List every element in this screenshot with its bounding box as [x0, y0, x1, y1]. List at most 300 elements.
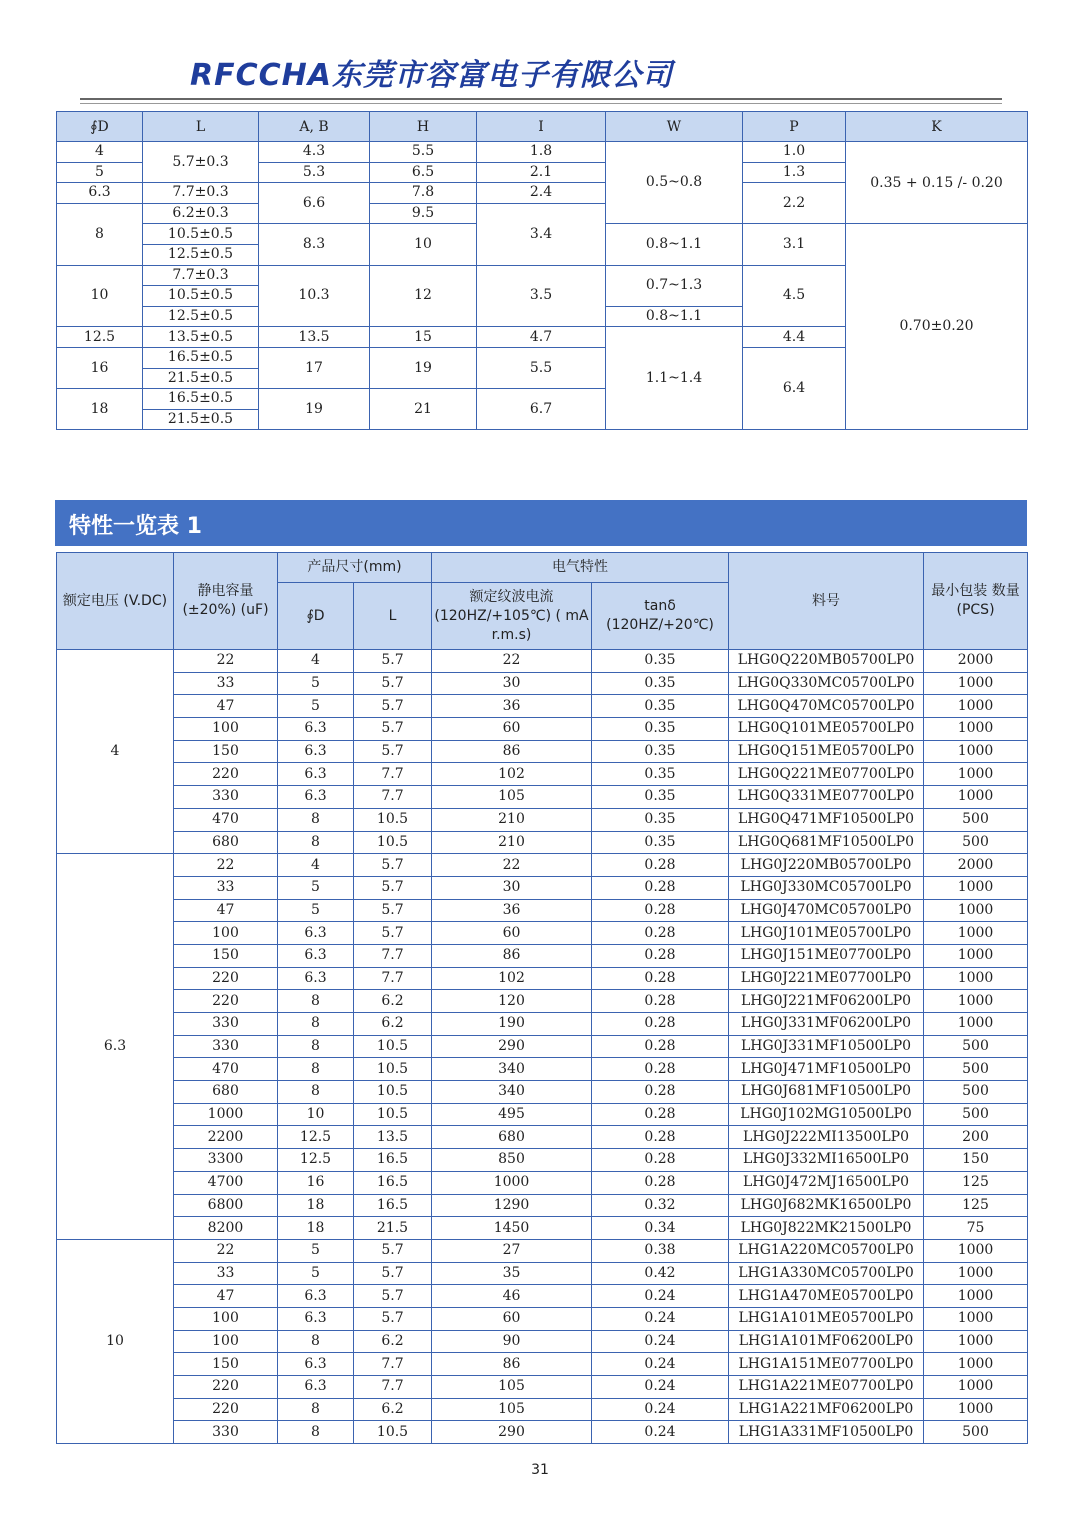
cell-h: 10 — [370, 224, 477, 265]
cell-ripple: 190 — [432, 1013, 592, 1036]
table-row — [57, 876, 1028, 899]
cell-l: 21.5±0.5 — [143, 368, 259, 389]
cell-l: 16.5±0.5 — [143, 347, 259, 368]
col-header-part: 料号 — [729, 553, 924, 650]
cell-tan: 0.24 — [592, 1398, 729, 1421]
cell-l: 21.5±0.5 — [143, 409, 259, 430]
cell-tan: 0.28 — [592, 1126, 729, 1149]
cell-capacitance: 33 — [174, 672, 278, 695]
cell-capacitance: 680 — [174, 831, 278, 854]
cell-tan: 0.35 — [592, 695, 729, 718]
cell-part-number: LHG0J331MF06200LP0 — [729, 1013, 924, 1036]
section-title: 特性一览表 1 — [69, 514, 202, 539]
cell-ripple: 36 — [432, 899, 592, 922]
cell-diameter: 18 — [278, 1217, 354, 1240]
col-header-length: L — [354, 583, 432, 650]
cell-pack-qty: 500 — [924, 831, 1028, 854]
cell-length: 10.5 — [354, 1035, 432, 1058]
cell-ripple: 36 — [432, 695, 592, 718]
cell-diameter: 5 — [278, 899, 354, 922]
cell-length: 16.5 — [354, 1149, 432, 1172]
cell-ripple: 1000 — [432, 1171, 592, 1194]
cell-l: 12.5±0.5 — [143, 306, 259, 327]
cell-diameter: 6.3 — [278, 740, 354, 763]
col-header-h: H — [370, 112, 477, 142]
page-number: 31 — [531, 1462, 549, 1478]
cell-part-number: LHG1A221MF06200LP0 — [729, 1398, 924, 1421]
cell-tan: 0.28 — [592, 1171, 729, 1194]
cell-voltage: 4 — [57, 650, 174, 854]
cell-capacitance: 150 — [174, 1353, 278, 1376]
cell-pack-qty: 500 — [924, 1058, 1028, 1081]
cell-length: 7.7 — [354, 786, 432, 809]
cell-capacitance: 1000 — [174, 1103, 278, 1126]
cell-part-number: LHG1A101MF06200LP0 — [729, 1330, 924, 1353]
cell-l: 10.5±0.5 — [143, 224, 259, 245]
cell-diameter: 8 — [278, 1081, 354, 1104]
cell-voltage: 6.3 — [57, 854, 174, 1240]
cell-ripple: 60 — [432, 718, 592, 741]
header-rule-thin — [80, 103, 1002, 104]
cell-i: 3.5 — [477, 265, 606, 327]
cell-part-number: LHG0J102MG10500LP0 — [729, 1103, 924, 1126]
cell-ab: 19 — [259, 389, 370, 430]
cell-diameter: 6.3 — [278, 1285, 354, 1308]
cell-pack-qty: 1000 — [924, 1013, 1028, 1036]
col-header-diameter: ∮D — [278, 583, 354, 650]
cell-i: 3.4 — [477, 203, 606, 265]
cell-length: 5.7 — [354, 1307, 432, 1330]
col-header-p: P — [743, 112, 846, 142]
cell-part-number: LHG1A221ME07700LP0 — [729, 1376, 924, 1399]
table-row — [57, 1217, 1028, 1240]
cell-tan: 0.35 — [592, 831, 729, 854]
cell-part-number: LHG0Q681MF10500LP0 — [729, 831, 924, 854]
cell-length: 10.5 — [354, 1421, 432, 1444]
cell-capacitance: 22 — [174, 650, 278, 673]
cell-part-number: LHG0J822MK21500LP0 — [729, 1217, 924, 1240]
table-row — [57, 1103, 1028, 1126]
cell-length: 6.2 — [354, 990, 432, 1013]
cell-ripple: 30 — [432, 672, 592, 695]
cell-length: 6.2 — [354, 1330, 432, 1353]
cell-pack-qty: 500 — [924, 1103, 1028, 1126]
cell-h: 7.8 — [370, 183, 477, 204]
cell-h: 5.5 — [370, 142, 477, 163]
cell-capacitance: 220 — [174, 1376, 278, 1399]
cell-length: 5.7 — [354, 1285, 432, 1308]
cell-ab: 6.6 — [259, 183, 370, 224]
cell-pack-qty: 500 — [924, 808, 1028, 831]
cell-part-number: LHG0J331MF10500LP0 — [729, 1035, 924, 1058]
cell-tan: 0.35 — [592, 740, 729, 763]
cell-pack-qty: 1000 — [924, 899, 1028, 922]
cell-p: 4.5 — [743, 265, 846, 327]
cell-capacitance: 220 — [174, 1398, 278, 1421]
cell-diameter: 6.3 — [278, 944, 354, 967]
cell-ripple: 35 — [432, 1262, 592, 1285]
cell-tan: 0.28 — [592, 1103, 729, 1126]
cell-tan: 0.28 — [592, 899, 729, 922]
cell-tan: 0.35 — [592, 650, 729, 673]
cell-capacitance: 330 — [174, 1035, 278, 1058]
cell-h: 9.5 — [370, 203, 477, 224]
cell-capacitance: 220 — [174, 967, 278, 990]
cell-length: 6.2 — [354, 1398, 432, 1421]
cell-capacitance: 220 — [174, 990, 278, 1013]
cell-ab: 17 — [259, 347, 370, 388]
table-header-row — [57, 112, 1028, 142]
cell-diameter: 12.5 — [278, 1149, 354, 1172]
cell-k: 0.70±0.20 — [846, 224, 1028, 430]
cell-capacitance: 47 — [174, 695, 278, 718]
cell-ripple: 210 — [432, 808, 592, 831]
table-row — [57, 831, 1028, 854]
table-row — [57, 786, 1028, 809]
cell-capacitance: 100 — [174, 1330, 278, 1353]
table-row — [57, 718, 1028, 741]
cell-tan: 0.24 — [592, 1353, 729, 1376]
cell-ab: 5.3 — [259, 162, 370, 183]
cell-capacitance: 3300 — [174, 1149, 278, 1172]
cell-length: 13.5 — [354, 1126, 432, 1149]
cell-ripple: 90 — [432, 1330, 592, 1353]
cell-ripple: 86 — [432, 1353, 592, 1376]
cell-diameter: 6.3 — [278, 1307, 354, 1330]
header-rule — [80, 98, 1002, 100]
cell-diameter: 8 — [278, 1398, 354, 1421]
cell-ab: 10.3 — [259, 265, 370, 327]
cell-l: 6.2±0.3 — [143, 203, 259, 224]
cell-capacitance: 150 — [174, 944, 278, 967]
cell-capacitance: 330 — [174, 786, 278, 809]
col-header-i: I — [477, 112, 606, 142]
cell-part-number: LHG0Q471MF10500LP0 — [729, 808, 924, 831]
cell-i: 4.7 — [477, 327, 606, 348]
cell-w: 0.8~1.1 — [606, 306, 743, 327]
cell-w: 1.1~1.4 — [606, 327, 743, 430]
cell-l: 12.5±0.5 — [143, 244, 259, 265]
cell-ripple: 105 — [432, 1398, 592, 1421]
cell-pack-qty: 500 — [924, 1035, 1028, 1058]
cell-pack-qty: 1000 — [924, 695, 1028, 718]
cell-pack-qty: 75 — [924, 1217, 1028, 1240]
cell-pack-qty: 1000 — [924, 1307, 1028, 1330]
table-row — [57, 142, 1028, 163]
table-row — [57, 695, 1028, 718]
cell-ripple: 850 — [432, 1149, 592, 1172]
cell-diameter: 6.3 — [278, 718, 354, 741]
cell-tan: 0.35 — [592, 718, 729, 741]
cell-diameter: 10 — [278, 1103, 354, 1126]
cell-l: 7.7±0.3 — [143, 265, 259, 286]
table-row — [57, 1398, 1028, 1421]
cell-part-number: LHG1A101ME05700LP0 — [729, 1307, 924, 1330]
cell-capacitance: 100 — [174, 1307, 278, 1330]
cell-tan: 0.28 — [592, 854, 729, 877]
cell-pack-qty: 1000 — [924, 786, 1028, 809]
cell-diameter: 5 — [278, 1239, 354, 1262]
cell-ab: 8.3 — [259, 224, 370, 265]
cell-diameter: 8 — [278, 990, 354, 1013]
cell-ripple: 60 — [432, 1307, 592, 1330]
cell-diameter: 6.3 — [278, 786, 354, 809]
cell-pack-qty: 1000 — [924, 876, 1028, 899]
brand-title: RFCCHA东莞市容富电子有限公司 — [190, 58, 673, 93]
cell-part-number: LHG0Q101ME05700LP0 — [729, 718, 924, 741]
cell-ripple: 102 — [432, 763, 592, 786]
cell-part-number: LHG0Q330MC05700LP0 — [729, 672, 924, 695]
cell-w: 0.5~0.8 — [606, 142, 743, 224]
cell-part-number: LHG0J151ME07700LP0 — [729, 944, 924, 967]
table-row — [57, 808, 1028, 831]
cell-tan: 0.32 — [592, 1194, 729, 1217]
cell-length: 7.7 — [354, 1353, 432, 1376]
cell-part-number: LHG0J471MF10500LP0 — [729, 1058, 924, 1081]
cell-length: 5.7 — [354, 922, 432, 945]
cell-pack-qty: 1000 — [924, 944, 1028, 967]
table-row — [57, 1239, 1028, 1262]
cell-ripple: 102 — [432, 967, 592, 990]
cell-length: 7.7 — [354, 1376, 432, 1399]
cell-diameter: 18 — [278, 1194, 354, 1217]
cell-part-number: LHG0Q331ME07700LP0 — [729, 786, 924, 809]
cell-capacitance: 6800 — [174, 1194, 278, 1217]
cell-w: 0.8~1.1 — [606, 224, 743, 265]
table-row — [57, 967, 1028, 990]
cell-part-number: LHG0Q151ME05700LP0 — [729, 740, 924, 763]
cell-length: 5.7 — [354, 876, 432, 899]
col-header-ripple: 额定纹波电流 (120HZ/+105℃) ( mA r.m.s) — [432, 583, 592, 650]
table-row — [57, 650, 1028, 673]
cell-ripple: 290 — [432, 1035, 592, 1058]
col-header-voltage: 额定电压 (V.DC) — [57, 553, 174, 650]
cell-part-number: LHG0Q221ME07700LP0 — [729, 763, 924, 786]
cell-ab: 4.3 — [259, 142, 370, 163]
cell-length: 10.5 — [354, 1058, 432, 1081]
cell-pack-qty: 125 — [924, 1171, 1028, 1194]
cell-ripple: 60 — [432, 922, 592, 945]
cell-diameter: 8 — [278, 1035, 354, 1058]
cell-d: 4 — [57, 142, 143, 163]
section-header-bar — [55, 500, 1027, 546]
cell-diameter: 6.3 — [278, 1376, 354, 1399]
cell-p: 1.3 — [743, 162, 846, 183]
cell-length: 7.7 — [354, 944, 432, 967]
col-header-tan: tanδ (120HZ/+20℃) — [592, 583, 729, 650]
cell-tan: 0.28 — [592, 1058, 729, 1081]
cell-part-number: LHG0J220MB05700LP0 — [729, 854, 924, 877]
cell-capacitance: 330 — [174, 1013, 278, 1036]
cell-capacitance: 100 — [174, 718, 278, 741]
cell-tan: 0.28 — [592, 1081, 729, 1104]
cell-pack-qty: 1000 — [924, 763, 1028, 786]
characteristics-table-body — [57, 650, 1028, 1444]
cell-capacitance: 100 — [174, 922, 278, 945]
cell-diameter: 5 — [278, 672, 354, 695]
col-header-ab: A, B — [259, 112, 370, 142]
cell-capacitance: 33 — [174, 1262, 278, 1285]
cell-ripple: 46 — [432, 1285, 592, 1308]
cell-p: 6.4 — [743, 347, 846, 429]
cell-ripple: 86 — [432, 740, 592, 763]
cell-pack-qty: 125 — [924, 1194, 1028, 1217]
cell-pack-qty: 500 — [924, 1081, 1028, 1104]
cell-ripple: 210 — [432, 831, 592, 854]
cell-diameter: 6.3 — [278, 763, 354, 786]
cell-pack-qty: 1000 — [924, 1239, 1028, 1262]
cell-tan: 0.24 — [592, 1307, 729, 1330]
cell-part-number: LHG1A331MF10500LP0 — [729, 1421, 924, 1444]
table-row — [57, 1013, 1028, 1036]
cell-i: 2.4 — [477, 183, 606, 204]
cell-ripple: 105 — [432, 1376, 592, 1399]
dimension-table — [56, 111, 1028, 430]
cell-pack-qty: 1000 — [924, 1376, 1028, 1399]
cell-pack-qty: 2000 — [924, 650, 1028, 673]
cell-capacitance: 47 — [174, 899, 278, 922]
col-header-l: L — [143, 112, 259, 142]
table-row — [57, 1126, 1028, 1149]
cell-d: 6.3 — [57, 183, 143, 204]
cell-diameter: 8 — [278, 1013, 354, 1036]
col-header-d: ∮D — [57, 112, 143, 142]
cell-l: 7.7±0.3 — [143, 183, 259, 204]
cell-part-number: LHG0J221MF06200LP0 — [729, 990, 924, 1013]
cell-d: 18 — [57, 389, 143, 430]
cell-capacitance: 220 — [174, 763, 278, 786]
cell-h: 19 — [370, 347, 477, 388]
cell-tan: 0.24 — [592, 1376, 729, 1399]
table-row — [57, 854, 1028, 877]
cell-length: 10.5 — [354, 831, 432, 854]
cell-d: 16 — [57, 347, 143, 388]
table-row — [57, 1307, 1028, 1330]
cell-pack-qty: 1000 — [924, 1262, 1028, 1285]
cell-pack-qty: 150 — [924, 1149, 1028, 1172]
cell-p: 3.1 — [743, 224, 846, 265]
cell-length: 5.7 — [354, 740, 432, 763]
table-row — [57, 672, 1028, 695]
table-row — [57, 1081, 1028, 1104]
cell-diameter: 5 — [278, 1262, 354, 1285]
cell-pack-qty: 1000 — [924, 740, 1028, 763]
cell-pack-qty: 1000 — [924, 922, 1028, 945]
cell-ripple: 105 — [432, 786, 592, 809]
table-row — [57, 1376, 1028, 1399]
cell-length: 10.5 — [354, 1081, 432, 1104]
cell-capacitance: 330 — [174, 1421, 278, 1444]
cell-w: 0.7~1.3 — [606, 265, 743, 306]
cell-pack-qty: 500 — [924, 1421, 1028, 1444]
cell-i: 5.5 — [477, 347, 606, 388]
cell-p: 2.2 — [743, 183, 846, 224]
table-row — [57, 1171, 1028, 1194]
cell-diameter: 4 — [278, 650, 354, 673]
table-row — [57, 899, 1028, 922]
cell-capacitance: 22 — [174, 854, 278, 877]
cell-length: 10.5 — [354, 1103, 432, 1126]
cell-l: 10.5±0.5 — [143, 286, 259, 307]
cell-pack-qty: 200 — [924, 1126, 1028, 1149]
cell-voltage: 10 — [57, 1239, 174, 1443]
table-row — [57, 1149, 1028, 1172]
cell-diameter: 12.5 — [278, 1126, 354, 1149]
cell-tan: 0.24 — [592, 1285, 729, 1308]
cell-pack-qty: 1000 — [924, 718, 1028, 741]
cell-d: 8 — [57, 203, 143, 265]
cell-part-number: LHG0J101ME05700LP0 — [729, 922, 924, 945]
cell-ripple: 22 — [432, 854, 592, 877]
table-row — [57, 1194, 1028, 1217]
cell-part-number: LHG0J330MC05700LP0 — [729, 876, 924, 899]
cell-d: 10 — [57, 265, 143, 327]
cell-length: 16.5 — [354, 1194, 432, 1217]
cell-ripple: 340 — [432, 1081, 592, 1104]
table-row — [57, 763, 1028, 786]
table-header-row — [57, 553, 1028, 583]
cell-pack-qty: 1000 — [924, 1330, 1028, 1353]
cell-length: 5.7 — [354, 695, 432, 718]
table-row — [57, 1035, 1028, 1058]
cell-pack-qty: 1000 — [924, 1353, 1028, 1376]
cell-tan: 0.24 — [592, 1330, 729, 1353]
cell-part-number: LHG0J222MI13500LP0 — [729, 1126, 924, 1149]
cell-diameter: 8 — [278, 1330, 354, 1353]
cell-ripple: 1290 — [432, 1194, 592, 1217]
cell-part-number: LHG0J681MF10500LP0 — [729, 1081, 924, 1104]
cell-tan: 0.28 — [592, 1013, 729, 1036]
cell-l: 13.5±0.5 — [143, 327, 259, 348]
cell-tan: 0.28 — [592, 944, 729, 967]
cell-diameter: 8 — [278, 1421, 354, 1444]
cell-tan: 0.35 — [592, 786, 729, 809]
cell-capacitance: 33 — [174, 876, 278, 899]
cell-part-number: LHG0J221ME07700LP0 — [729, 967, 924, 990]
cell-capacitance: 2200 — [174, 1126, 278, 1149]
cell-ripple: 340 — [432, 1058, 592, 1081]
cell-part-number: LHG1A330MC05700LP0 — [729, 1262, 924, 1285]
cell-ripple: 290 — [432, 1421, 592, 1444]
table-row — [57, 990, 1028, 1013]
cell-part-number: LHG0J472MJ16500LP0 — [729, 1171, 924, 1194]
cell-capacitance: 4700 — [174, 1171, 278, 1194]
cell-pack-qty: 1000 — [924, 1285, 1028, 1308]
cell-length: 7.7 — [354, 967, 432, 990]
cell-tan: 0.28 — [592, 1035, 729, 1058]
cell-capacitance: 22 — [174, 1239, 278, 1262]
cell-diameter: 6.3 — [278, 922, 354, 945]
cell-p: 4.4 — [743, 327, 846, 348]
cell-diameter: 8 — [278, 831, 354, 854]
cell-length: 5.7 — [354, 899, 432, 922]
cell-diameter: 5 — [278, 876, 354, 899]
cell-capacitance: 470 — [174, 1058, 278, 1081]
cell-i: 1.8 — [477, 142, 606, 163]
cell-part-number: LHG1A151ME07700LP0 — [729, 1353, 924, 1376]
cell-part-number: LHG0J470MC05700LP0 — [729, 899, 924, 922]
cell-ripple: 495 — [432, 1103, 592, 1126]
cell-pack-qty: 1000 — [924, 990, 1028, 1013]
cell-tan: 0.35 — [592, 672, 729, 695]
cell-pack-qty: 1000 — [924, 1398, 1028, 1421]
col-header-size: 产品尺寸(mm) — [278, 553, 432, 583]
cell-d: 12.5 — [57, 327, 143, 348]
table-row — [57, 922, 1028, 945]
cell-length: 21.5 — [354, 1217, 432, 1240]
cell-length: 5.7 — [354, 650, 432, 673]
cell-ab: 13.5 — [259, 327, 370, 348]
